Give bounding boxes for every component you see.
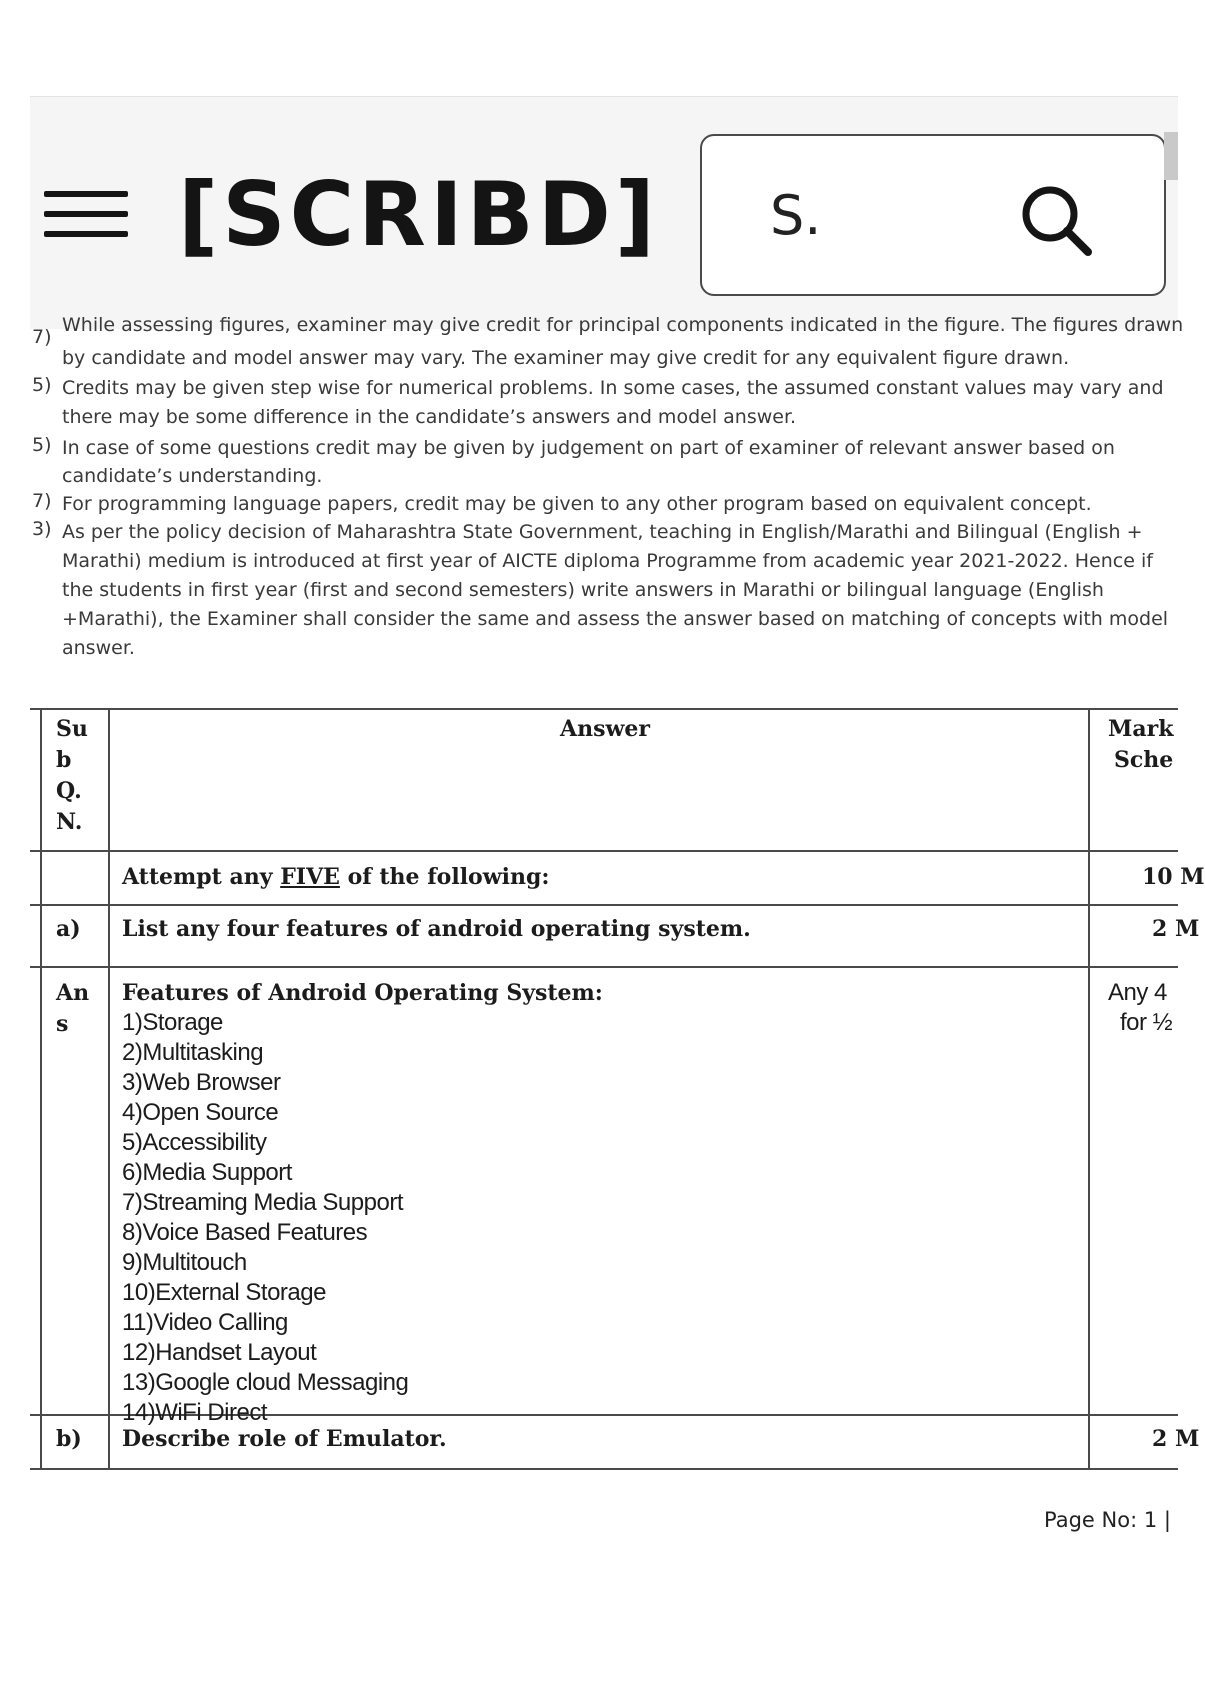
list-item: 12)Handset Layout — [122, 1339, 317, 1366]
feature-list — [122, 1008, 408, 1428]
instruction-number: 7) — [32, 326, 52, 348]
attempt-suffix: of the following: — [339, 864, 550, 890]
list-item: 6)Media Support — [122, 1159, 292, 1186]
instruction-number: 5) — [32, 434, 52, 456]
question-b-marks: 2 M — [1152, 1426, 1200, 1452]
header-marks — [1108, 714, 1173, 776]
instruction-line: answer. — [62, 637, 135, 659]
list-item: 8)Voice Based Features — [122, 1219, 368, 1246]
instruction-line: there may be some difference in the candidate’s answers and model answer. — [62, 406, 797, 428]
table-border — [108, 708, 110, 1470]
hamburger-menu-icon[interactable] — [44, 191, 128, 239]
header-sub-question — [56, 714, 88, 838]
scribd-logo[interactable]: [SCRIBD] — [178, 163, 660, 266]
list-item: 1)Storage — [122, 1009, 223, 1036]
instruction-line: Credits may be given step wise for numerical problems. In some cases, the assumed constant values may vary and — [62, 377, 1164, 399]
instruction-line: +Marathi), the Examiner shall consider the same and assess the answer based on matching of concepts with model — [62, 608, 1169, 630]
question-a-text: List any four features of android operating system. — [122, 916, 751, 942]
header-sub-line: b — [56, 747, 72, 773]
header-sub-line: Su — [56, 716, 88, 742]
list-item: 3)Web Browser — [122, 1069, 281, 1096]
instruction-line: For programming language papers, credit may be given to any other program based on equivalent concept. — [62, 493, 1092, 515]
instruction-line: Marathi) medium is introduced at first year of AICTE diploma Programme from academic year 2021-2022. Hence if — [62, 550, 1153, 572]
attempt-prefix: Attempt any — [122, 864, 281, 890]
list-item: 4)Open Source — [122, 1099, 279, 1126]
search-input[interactable] — [770, 180, 970, 250]
header-marks-line: Mark — [1108, 716, 1174, 742]
list-item: 11)Video Calling — [122, 1309, 288, 1336]
question-a-label: a) — [56, 916, 81, 942]
table-border — [30, 1468, 1178, 1470]
list-item: 14)WiFi Direct — [122, 1399, 268, 1426]
instruction-number: 3) — [32, 518, 52, 540]
instruction-number: 5) — [32, 374, 52, 396]
instruction-line: While assessing figures, examiner may give credit for principal components indicated in the figure. The figures drawn — [62, 314, 1184, 336]
header-answer: Answer — [560, 716, 650, 742]
table-border — [30, 850, 1178, 852]
table-border — [1088, 708, 1090, 1470]
question-b-label: b) — [56, 1426, 82, 1452]
attempt-marks: 10 M — [1142, 864, 1205, 890]
question-a-marks: 2 M — [1152, 916, 1200, 942]
table-border — [40, 708, 42, 1470]
answer-marks-line: for ½ — [1120, 1009, 1173, 1036]
answer-marks — [1108, 978, 1172, 1038]
instruction-number: 7) — [32, 490, 52, 512]
list-item: 13)Google cloud Messaging — [122, 1369, 409, 1396]
instruction-line: As per the policy decision of Maharashtra State Government, teaching in English/Marathi and Bilingual (English + — [62, 521, 1143, 543]
answer-marks-line: Any 4 — [1108, 979, 1167, 1006]
instruction-line: by candidate and model answer may vary. The examiner may give credit for any equivalent figure drawn. — [62, 347, 1070, 369]
instruction-line: the students in first year (first and second semesters) write answers in Marathi or bilingual language (English — [62, 579, 1104, 601]
scrollbar-thumb[interactable] — [1164, 132, 1178, 180]
attempt-count: FIVE — [280, 864, 340, 890]
list-item: 10)External Storage — [122, 1279, 326, 1306]
search-icon[interactable] — [1016, 180, 1096, 260]
answer-label — [56, 978, 89, 1040]
page-number: Page No: 1 | — [1044, 1508, 1171, 1532]
header-sub-line: N. — [56, 809, 83, 835]
list-item: 2)Multitasking — [122, 1039, 264, 1066]
list-item: 9)Multitouch — [122, 1249, 247, 1276]
attempt-instruction — [122, 862, 550, 892]
answer-label-line: An — [56, 980, 90, 1006]
header-sub-line: Q. — [56, 778, 82, 804]
instruction-line: candidate’s understanding. — [62, 465, 323, 487]
instruction-line: In case of some questions credit may be given by judgement on part of examiner of relevant answer based on — [62, 437, 1115, 459]
table-border — [30, 904, 1178, 906]
table-border — [30, 966, 1178, 968]
answer-title: Features of Android Operating System: — [122, 980, 603, 1006]
header-marks-line: Sche — [1114, 747, 1174, 773]
list-item: 5)Accessibility — [122, 1129, 267, 1156]
table-border — [30, 708, 1178, 710]
list-item: 7)Streaming Media Support — [122, 1189, 403, 1216]
answer-label-line: s — [56, 1011, 69, 1037]
question-b-text: Describe role of Emulator. — [122, 1426, 447, 1452]
